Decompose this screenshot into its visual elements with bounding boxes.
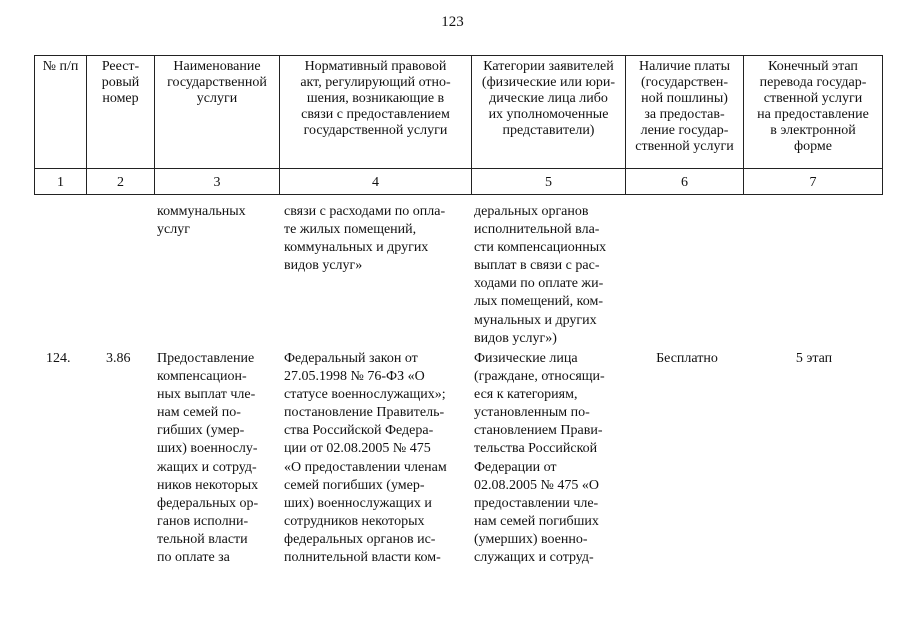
header-legal-act: Нормативный правовой акт, регулирующий отно- шения, возникающие в связи с предоставлением государственной услуги <box>280 56 472 169</box>
column-number-3: 3 <box>155 169 280 195</box>
column-number-5: 5 <box>472 169 626 195</box>
header-registry-number: Реест- ровый номер <box>87 56 155 169</box>
continuation-legal-act: связи с расходами по опла- те жилых помещений, коммунальных и других видов услуг» <box>284 204 446 274</box>
header-applicant-categories: Категории заявителей (физические или юри- дические лица либо их уполномоченные представители) <box>472 56 626 169</box>
continuation-service-name: коммунальных услуг <box>157 204 246 238</box>
header-fee: Наличие платы (государствен- ной пошлины) за предостав- ление государ- ственной услуги <box>626 56 744 169</box>
column-number-1: 1 <box>35 169 87 195</box>
column-number-6: 6 <box>626 169 744 195</box>
header-electronic-stage: Конечный этап перевода государ- ственной услуги на предоставление в электронной форме <box>744 56 883 169</box>
row-124-number: 124. <box>46 351 71 366</box>
column-number-2: 2 <box>87 169 155 195</box>
row-124-fee: Бесплатно <box>656 351 718 366</box>
header-no: № п/п <box>35 56 87 169</box>
row-124-applicants: Физические лица (граждане, относящи- еся к категориям, установленным по- становлением Прави- тельства Российской Федерации от 02.08.2005 № 475 «О предоставлении чле- нам семей погибших (умерших) военно- служащих и сотруд- <box>474 351 605 566</box>
page-number: 123 <box>441 14 464 30</box>
row-124-legal-act: Федеральный закон от 27.05.1998 № 76-ФЗ «О статусе военнослужащих»; постановление Правитель- ства Российской Федера- ции от 02.08.2005 № 475 «О предоставлении членам семей погибших (умер- ших) военнослужащих и сотрудников некоторых федеральных органов ис- полнительной власти ком- <box>284 351 447 566</box>
row-124-registry-number: 3.86 <box>106 351 131 366</box>
column-number-4: 4 <box>280 169 472 195</box>
row-124-service-name: Предоставление компенсацион- ных выплат чле- нам семей по- гибших (умер- ших) военнослу- жащих и сотруд- ников некоторых федеральных ор- ганов исполни- тельной власти по оплате за <box>157 351 259 566</box>
column-number-7: 7 <box>744 169 883 195</box>
continuation-applicants: деральных органов исполнительной вла- сти компенсационных выплат в связи с рас- ходами по оплате жи- лых помещений, ком- мунальных и других видов услуг») <box>474 204 607 346</box>
header-row <box>35 56 883 169</box>
services-table-header <box>34 55 883 195</box>
column-numbers-row <box>35 169 883 195</box>
row-124-electronic-stage: 5 этап <box>795 351 833 366</box>
header-service-name: Наименование государственной услуги <box>155 56 280 169</box>
